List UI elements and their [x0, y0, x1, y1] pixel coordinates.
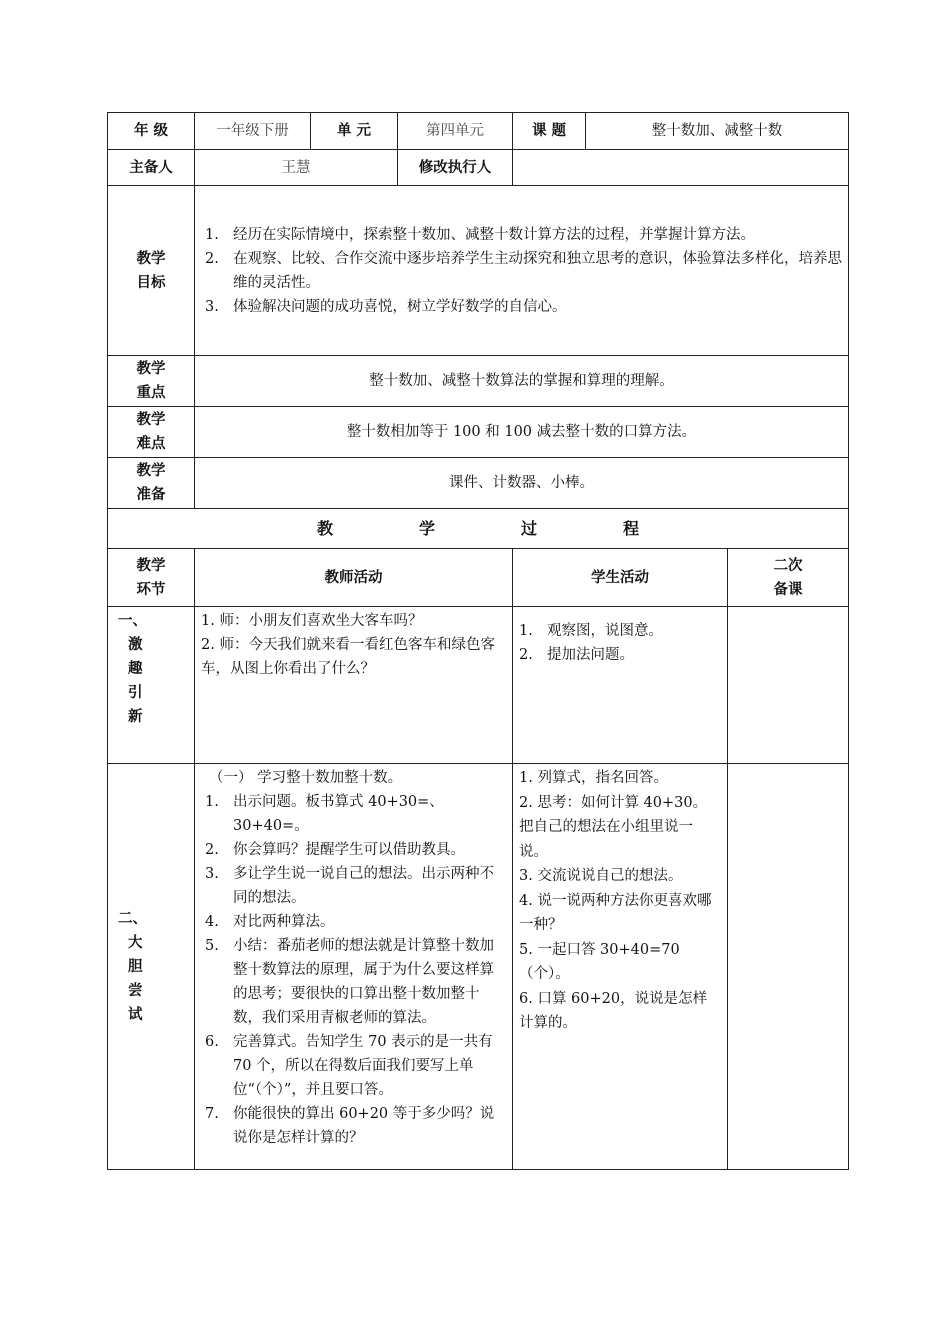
- teacher-step: 7. 你能很快的算出 60+20 等于多少吗？说说你是怎样计算的？: [205, 1106, 495, 1146]
- preparation-label: 教学 准备: [108, 458, 195, 509]
- teacher-column-header: 教师活动: [195, 549, 513, 607]
- preparer-row: [108, 150, 849, 186]
- process-title-row: [108, 509, 849, 549]
- process-title: 教 学 过 程: [108, 509, 849, 549]
- student-step: 1. 观察图，说图意。: [519, 623, 663, 639]
- teacher-step: 2. 师：今天我们就来看一看红色客车和绿色客车，从图上你看出了什么？: [201, 637, 495, 677]
- teacher-activity: [195, 607, 513, 764]
- header-row: [108, 113, 849, 150]
- objective-item: 2. 在观察、比较、合作交流中逐步培养学生主动探究和独立思考的意识，体验算法多样化，培养思维的灵活性。: [205, 250, 842, 291]
- key-points-label: 教学 重点: [108, 356, 195, 407]
- teacher-step: 5. 小结：番茄老师的想法就是计算整十数加整十数算法的原理，属于为什么要这样算的思考；要很快的口算出整十数加整十数，我们采用青椒老师的算法。: [205, 938, 494, 1026]
- difficulties-label: 教学 难点: [108, 407, 195, 458]
- objectives-row: [108, 186, 849, 356]
- key-points-text: 整十数加、减整十数算法的掌握和算理的理解。: [195, 356, 849, 407]
- second-prep-column-header: 二次 备课: [728, 549, 849, 607]
- key-points-row: [108, 356, 849, 407]
- grade-label: 年 级: [108, 113, 195, 150]
- teacher-step: 1. 出示问题。板书算式 40+30=、30+40=。: [205, 794, 444, 834]
- student-step: 2. 思考：如何计算 40+30。把自己的想法在小组里说一说。: [519, 794, 708, 860]
- unit-label: 单 元: [311, 113, 398, 150]
- objectives-list: [205, 223, 842, 319]
- student-step: 4. 说一说两种方法你更喜欢哪一种？: [519, 892, 712, 933]
- difficulties-row: [108, 407, 849, 458]
- teacher-step: 2. 你会算吗？提醒学生可以借助教具。: [205, 842, 465, 858]
- teacher-step: 1. 师：小朋友们喜欢坐大客车吗？: [201, 613, 423, 629]
- topic-value: 整十数加、减整十数: [586, 113, 849, 150]
- unit-value: 第四单元: [398, 113, 513, 150]
- student-step: 6. 口算 60+20，说说是怎样计算的。: [519, 990, 708, 1031]
- stage-column-header: 教学 环节: [108, 549, 195, 607]
- stage-row: [108, 607, 849, 764]
- teacher-heading: （一） 学习整十数加整十数。: [209, 770, 403, 786]
- preparation-row: [108, 458, 849, 509]
- teacher-activity: [195, 764, 513, 1170]
- topic-label: 课 题: [513, 113, 586, 150]
- student-step: 1. 列算式，指名回答。: [519, 770, 668, 786]
- objective-item: 3. 体验解决问题的成功喜悦，树立学好数学的自信心。: [205, 298, 567, 315]
- lesson-plan-table: [107, 112, 849, 1170]
- student-column-header: 学生活动: [513, 549, 728, 607]
- objectives-content: [195, 186, 849, 356]
- preparer-label: 主备人: [108, 150, 195, 186]
- reviser-value: [513, 150, 849, 186]
- teacher-step: 6. 完善算式。告知学生 70 表示的是一共有 70 个，所以在得数后面我们要写上单位“（个）”，并且要口答。: [205, 1034, 493, 1098]
- objectives-label: 教学 目标: [108, 186, 195, 356]
- preparer-value: 王慧: [195, 150, 398, 186]
- teacher-step: 4. 对比两种算法。: [205, 914, 335, 930]
- student-step: 3. 交流说说自己的想法。: [519, 868, 683, 884]
- objective-item: 1. 经历在实际情境中，探索整十数加、减整十数计算方法的过程，并掌握计算方法。: [205, 226, 755, 243]
- student-activity: [513, 764, 728, 1170]
- student-step: 5. 一起口答 30+40=70（个）。: [519, 941, 680, 982]
- teacher-step: 3. 多让学生说一说自己的想法。出示两种不同的想法。: [205, 866, 494, 906]
- preparation-text: 课件、计数器、小棒。: [195, 458, 849, 509]
- grade-value: 一年级下册: [195, 113, 311, 150]
- stage-row: [108, 764, 849, 1170]
- student-step: 2. 提加法问题。: [519, 647, 634, 663]
- second-prep-cell: [728, 607, 849, 764]
- stage-label: 一、 激 趣 引 新: [108, 607, 195, 764]
- second-prep-cell: [728, 764, 849, 1170]
- reviser-label: 修改执行人: [398, 150, 513, 186]
- stage-label: 二、 大 胆 尝 试: [108, 764, 195, 1170]
- difficulties-text: 整十数相加等于 100 和 100 减去整十数的口算方法。: [195, 407, 849, 458]
- column-header-row: [108, 549, 849, 607]
- student-activity: [513, 607, 728, 764]
